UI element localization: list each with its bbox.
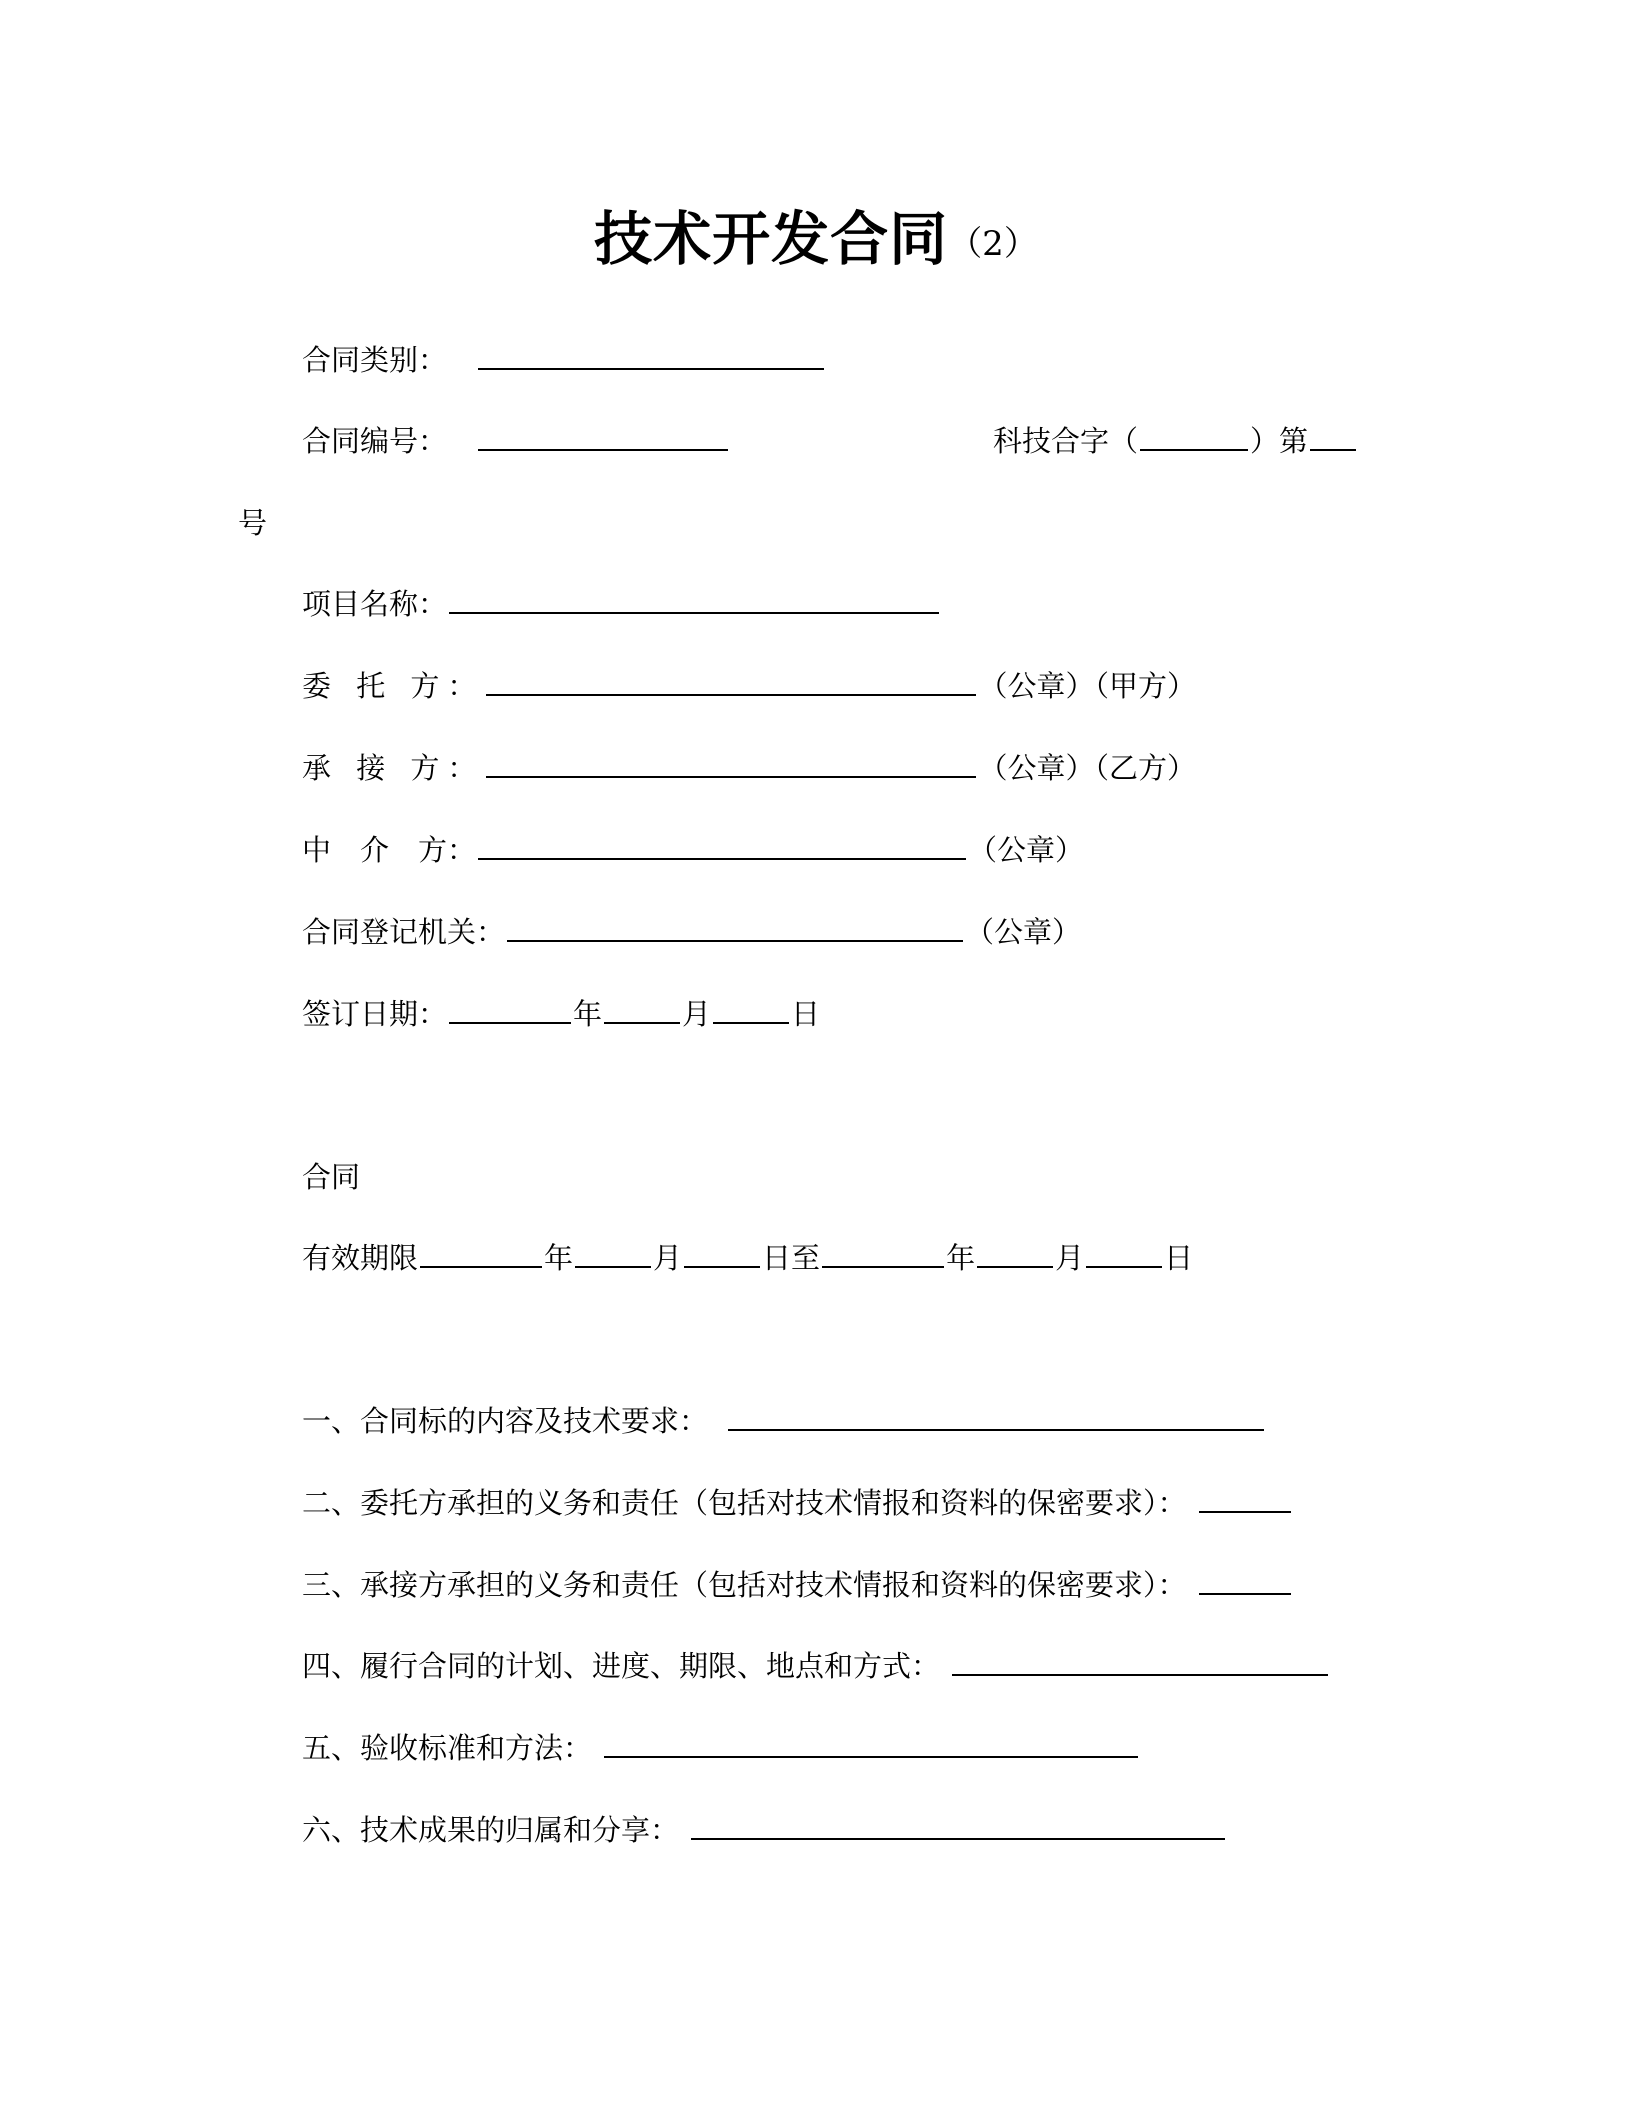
project-name-field[interactable] bbox=[449, 586, 939, 614]
intermediary-suffix: （公章） bbox=[968, 833, 1085, 867]
section-4-label: 四、履行合同的计划、进度、期限、地点和方式： bbox=[302, 1649, 941, 1683]
registry-field[interactable] bbox=[507, 914, 963, 942]
validity-end-year-label: 年 bbox=[946, 1241, 976, 1275]
contractor-row bbox=[302, 748, 1196, 788]
section-2-field[interactable] bbox=[1199, 1485, 1291, 1513]
project-name-label: 项目名称： bbox=[302, 587, 448, 621]
contractor-field[interactable] bbox=[486, 750, 976, 778]
hao-row bbox=[238, 503, 267, 543]
project-name-row bbox=[302, 584, 941, 624]
section-4-row bbox=[302, 1646, 1330, 1686]
sign-date-row bbox=[302, 994, 820, 1034]
validity-row bbox=[302, 1238, 1193, 1278]
section-6-row bbox=[302, 1810, 1227, 1850]
contract-word-row bbox=[302, 1157, 360, 1197]
section-1-row bbox=[302, 1401, 1266, 1441]
registry-row bbox=[302, 912, 1081, 952]
section-6-label: 六、技术成果的归属和分享： bbox=[302, 1813, 680, 1847]
client-suffix: （公章）（甲方） bbox=[978, 669, 1196, 703]
intermediary-field[interactable] bbox=[478, 832, 966, 860]
validity-end-month-label: 月 bbox=[1055, 1241, 1085, 1275]
sign-month-label: 月 bbox=[682, 997, 712, 1031]
validity-end-month-field[interactable] bbox=[977, 1240, 1053, 1268]
section-2-label: 二、委托方承担的义务和责任（包括对技术情报和资料的保密要求）： bbox=[302, 1486, 1187, 1520]
section-5-row bbox=[302, 1728, 1140, 1768]
validity-start-year-field[interactable] bbox=[420, 1240, 542, 1268]
contract-type-label: 合同类别： bbox=[302, 343, 448, 377]
validity-start-month-label: 月 bbox=[653, 1241, 683, 1275]
section-5-label: 五、验收标准和方法： bbox=[302, 1731, 593, 1765]
document-title bbox=[0, 192, 1632, 276]
contract-type-row bbox=[302, 340, 826, 380]
contract-word: 合同 bbox=[302, 1160, 361, 1194]
validity-start-month-field[interactable] bbox=[575, 1240, 651, 1268]
title-main: 技术开发合同 bbox=[594, 205, 949, 273]
intermediary-row bbox=[302, 830, 1084, 870]
validity-start-year-label: 年 bbox=[544, 1241, 574, 1275]
sign-day-field[interactable] bbox=[713, 996, 789, 1024]
contract-number-row bbox=[302, 421, 730, 461]
registry-label: 合同登记机关： bbox=[302, 915, 506, 949]
kejihezi-label: 科技合字（ bbox=[993, 424, 1139, 458]
sign-year-label: 年 bbox=[573, 997, 603, 1031]
kejihezi-field[interactable] bbox=[1140, 423, 1248, 451]
client-field[interactable] bbox=[486, 668, 976, 696]
contract-number-label: 合同编号： bbox=[302, 424, 448, 458]
contract-number-field[interactable] bbox=[478, 423, 728, 451]
validity-end-day-field[interactable] bbox=[1086, 1240, 1162, 1268]
intermediary-label: 中 介 方： bbox=[302, 833, 477, 867]
contractor-label: 承 接 方： bbox=[302, 751, 485, 785]
section-3-row bbox=[302, 1565, 1293, 1605]
sign-date-label: 签订日期： bbox=[302, 997, 448, 1031]
sign-year-field[interactable] bbox=[449, 996, 571, 1024]
section-6-field[interactable] bbox=[691, 1812, 1225, 1840]
validity-end-year-field[interactable] bbox=[822, 1240, 944, 1268]
section-1-label: 一、合同标的内容及技术要求： bbox=[302, 1404, 709, 1438]
client-row bbox=[302, 666, 1196, 706]
registry-suffix: （公章） bbox=[965, 915, 1082, 949]
sign-month-field[interactable] bbox=[604, 996, 680, 1024]
validity-label: 有效期限 bbox=[302, 1241, 419, 1275]
sign-day-label: 日 bbox=[791, 997, 821, 1031]
validity-day-to-label: 日至 bbox=[762, 1241, 821, 1275]
client-label: 委 托 方： bbox=[302, 669, 485, 703]
section-5-field[interactable] bbox=[604, 1730, 1138, 1758]
validity-end-day-label: 日 bbox=[1164, 1241, 1194, 1275]
kejihezi-group bbox=[993, 421, 1358, 461]
section-1-field[interactable] bbox=[728, 1403, 1264, 1431]
contract-type-field[interactable] bbox=[478, 342, 824, 370]
validity-start-day-field[interactable] bbox=[684, 1240, 760, 1268]
section-2-row bbox=[302, 1483, 1293, 1523]
section-4-field[interactable] bbox=[952, 1648, 1328, 1676]
kejihezi-close: ）第 bbox=[1250, 424, 1309, 458]
contractor-suffix: （公章）（乙方） bbox=[978, 751, 1196, 785]
title-sub: （2） bbox=[948, 224, 1038, 264]
section-3-label: 三、承接方承担的义务和责任（包括对技术情报和资料的保密要求）： bbox=[302, 1568, 1187, 1602]
hao-text: 号 bbox=[238, 506, 268, 540]
section-3-field[interactable] bbox=[1199, 1567, 1291, 1595]
kejihezi-number-field[interactable] bbox=[1310, 423, 1356, 451]
